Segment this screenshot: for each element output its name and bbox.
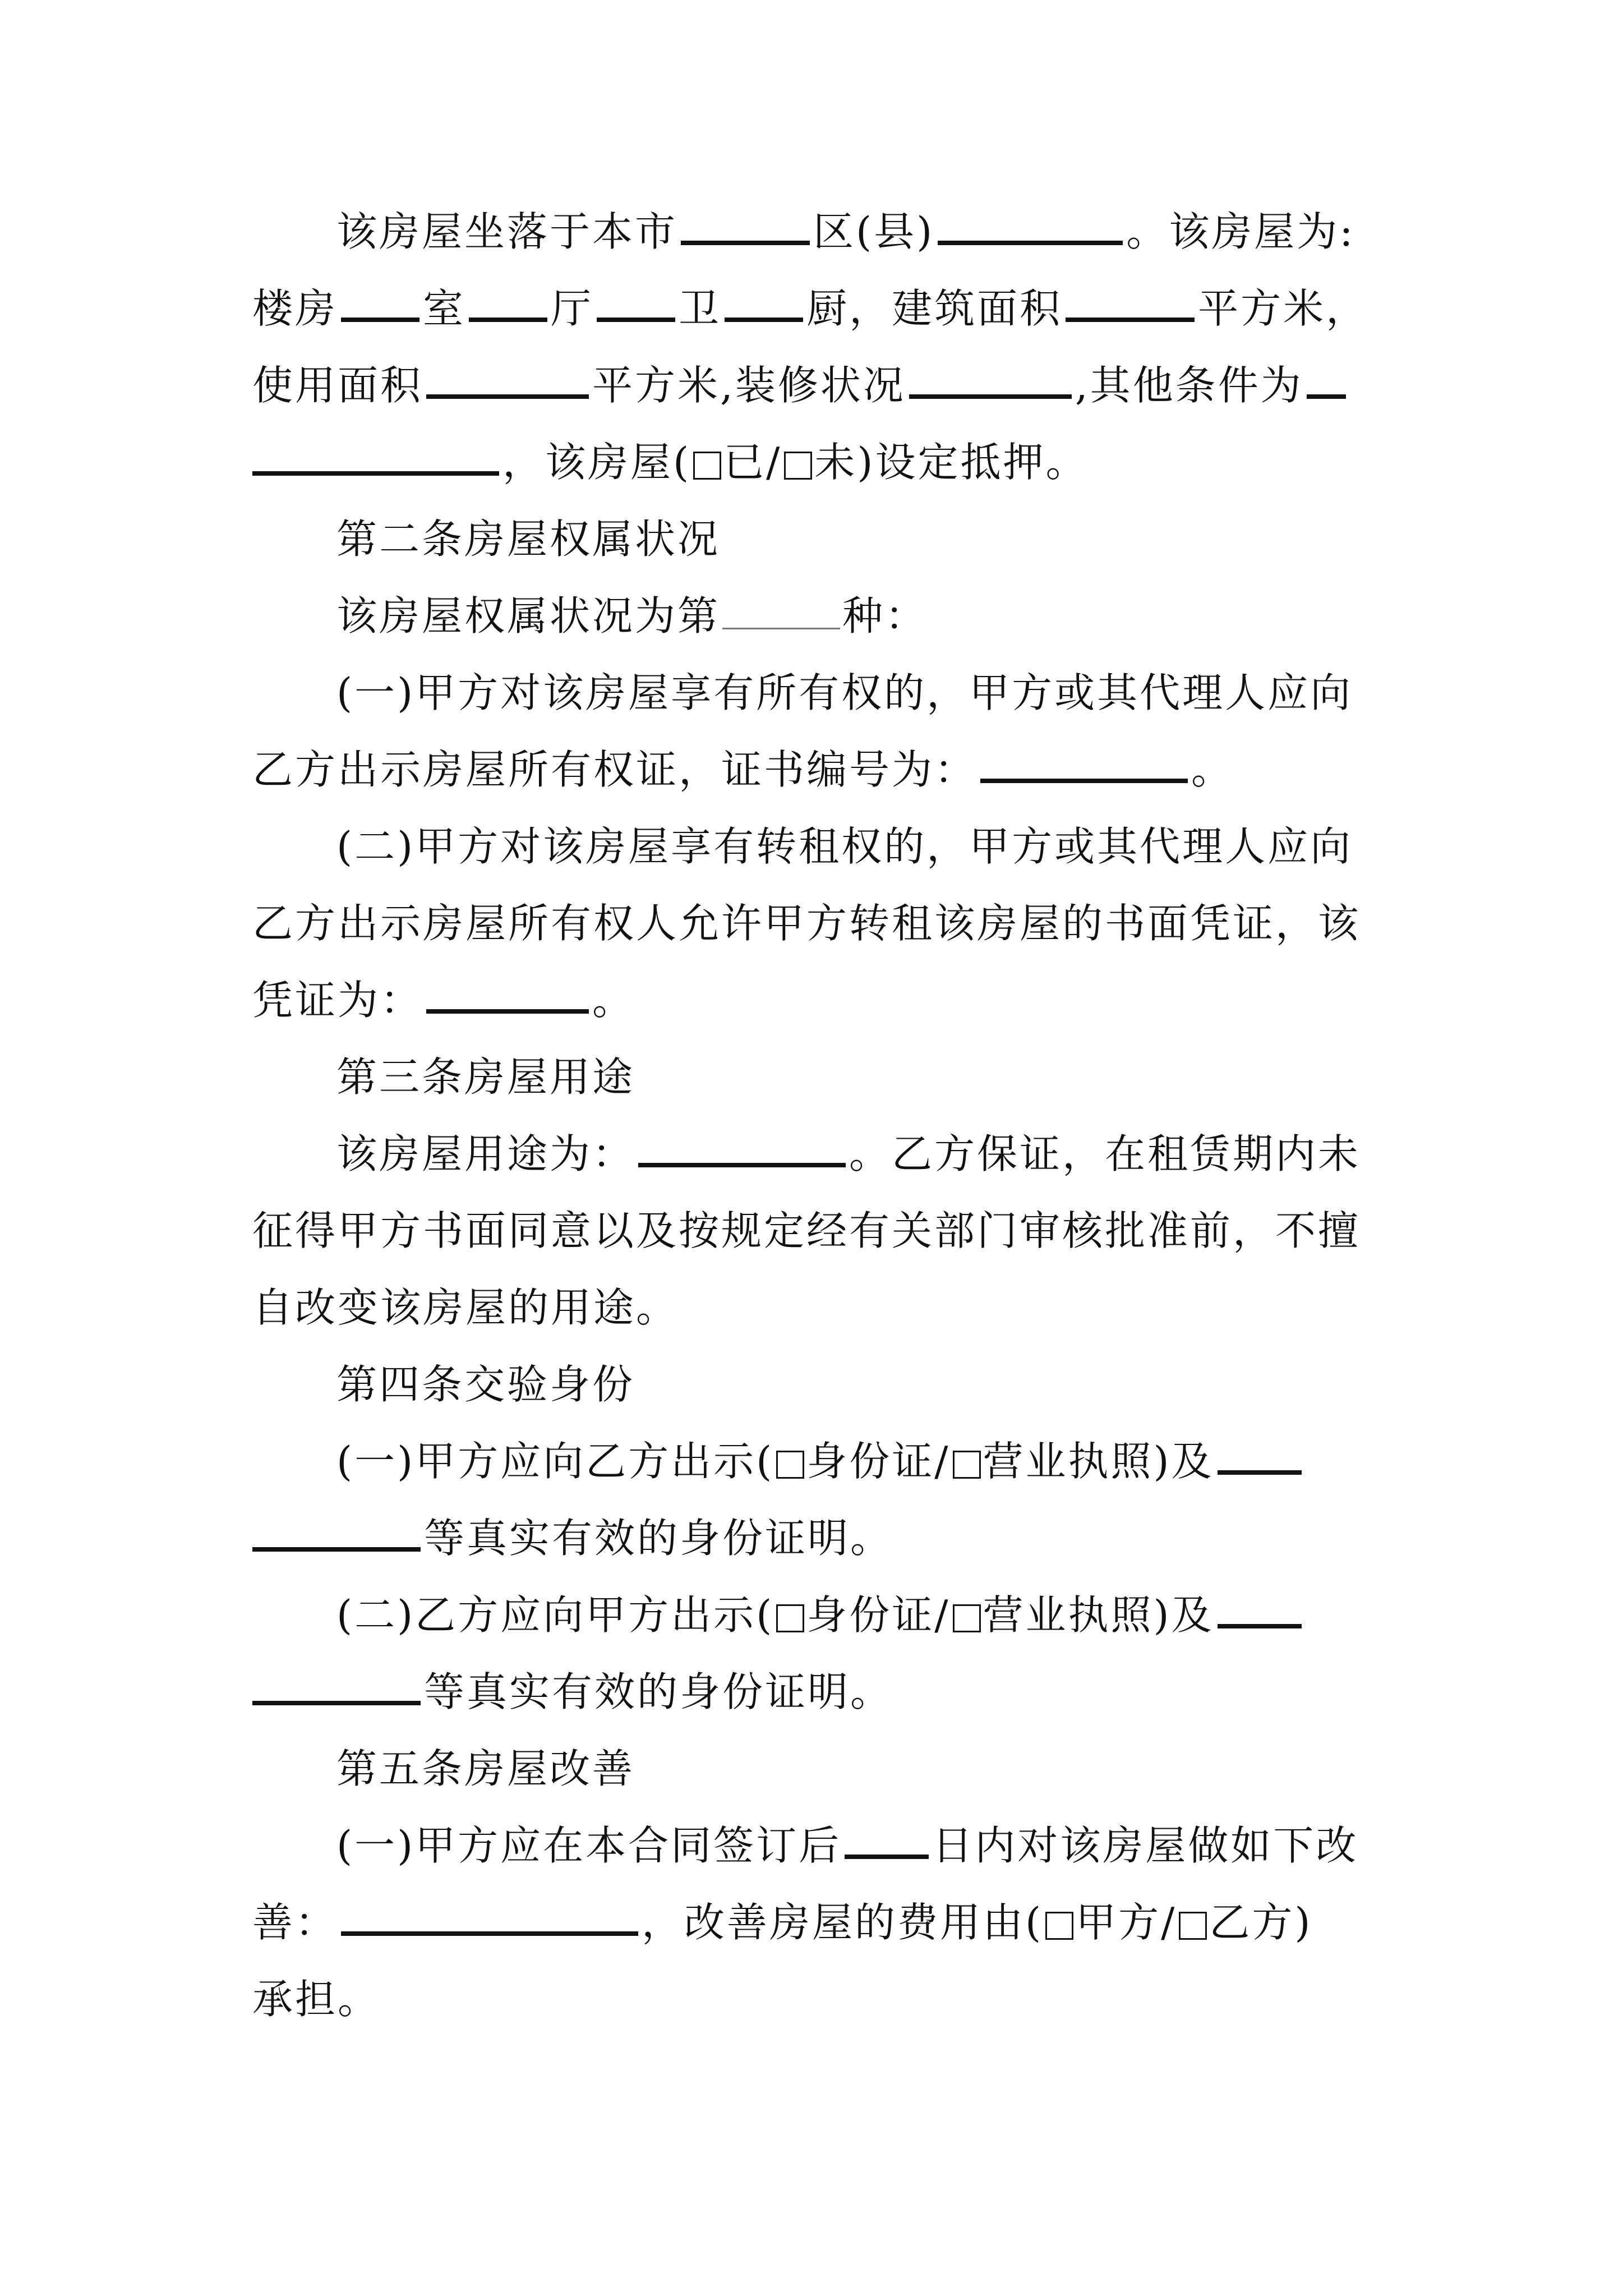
paragraph-usable-area: 使用面积 平方米,装修状况 ,其他条件为	[252, 347, 1385, 424]
decoration-blank[interactable]	[909, 394, 1072, 399]
heading-article-2: 第二条房屋权属状况	[336, 516, 721, 563]
paragraph-improvement-1: (一)甲方应在本合同签订后 日内对该房屋做如下改	[336, 1822, 1359, 1869]
paragraph-identity-1b: 等真实有效的身份证明。	[252, 1500, 1385, 1577]
paragraph-usage-3: 自改变该房屋的用途。	[252, 1284, 679, 1331]
improvement-content-blank[interactable]	[341, 1931, 638, 1936]
improvement-days-blank[interactable]	[845, 1855, 929, 1859]
paragraph-rooms: 楼房 室 厅 卫 厨，建筑面积 平方米，	[252, 285, 1369, 332]
paragraph-ownership-2: (二)甲方对该房屋享有转租权的，甲方或其代理人应向	[336, 823, 1353, 870]
other-conditions-blank[interactable]	[252, 471, 499, 476]
halls-blank[interactable]	[469, 318, 547, 322]
paragraph-voucher: 凭证为： 。	[252, 977, 635, 1024]
contract-text	[252, 194, 1385, 2038]
mortgaged-no-checkbox[interactable]	[784, 452, 812, 480]
building-area-blank[interactable]	[1066, 318, 1195, 322]
mortgaged-yes-checkbox[interactable]	[693, 452, 721, 480]
paragraph-ownership-type: 该房屋权属状况为第 种：	[336, 592, 928, 639]
paragraph-identity-1: (一)甲方应向乙方出示( 身份证/ 营业执照)及	[252, 1423, 1385, 1500]
rooms-blank[interactable]	[341, 318, 419, 322]
paragraph-identity-2: (二)乙方应向甲方出示( 身份证/ 营业执照)及	[252, 1577, 1385, 1654]
paragraph-usage: 该房屋用途为： 。乙方保证，在租赁期内未	[336, 1130, 1361, 1177]
heading-article-3: 第三条房屋用途	[336, 1053, 635, 1101]
voucher-blank[interactable]	[426, 1009, 589, 1014]
heading-article-5: 第五条房屋改善	[336, 1745, 635, 1792]
district-blank[interactable]	[681, 241, 810, 245]
paragraph-improvement-2: 善： ，改善房屋的费用由( 甲方/ 乙方)	[252, 1899, 1313, 1946]
paragraph-identity-2b: 等真实有效的身份证明。	[252, 1654, 1385, 1731]
cost-party-a-checkbox[interactable]	[1045, 1912, 1073, 1940]
usage-blank[interactable]	[638, 1163, 846, 1167]
address-blank[interactable]	[938, 241, 1123, 245]
party-a-other-id-blank[interactable]	[252, 1547, 421, 1552]
paragraph-improvement-3: 承担。	[252, 1976, 381, 2023]
paragraph-sublease-proof: 乙方出示房屋所有权人允许甲方转租该房屋的书面凭证，该	[252, 900, 1361, 947]
party-b-license-checkbox[interactable]	[953, 1604, 981, 1632]
other-conditions-blank-start[interactable]	[1307, 394, 1346, 399]
certificate-number-blank[interactable]	[980, 779, 1188, 783]
usable-area-blank[interactable]	[426, 394, 589, 399]
party-a-other-id-blank-start[interactable]	[1218, 1470, 1302, 1475]
paragraph-ownership-1: (一)甲方对该房屋享有所有权的，甲方或其代理人应向	[336, 669, 1353, 716]
paragraph-mortgage: ，该房屋( 已/ 未)设定抵押。	[252, 424, 1385, 501]
paragraph-location: 该房屋坐落于本市 区(县) 。该房屋为:	[336, 208, 1355, 255]
party-b-other-id-blank[interactable]	[252, 1701, 421, 1705]
paragraph-usage-2: 征得甲方书面同意以及按规定经有关部门审核批准前，不擅	[252, 1207, 1361, 1254]
paragraph-certificate: 乙方出示房屋所有权证，证书编号为： 。	[252, 746, 1234, 793]
party-a-id-card-checkbox[interactable]	[776, 1451, 804, 1479]
heading-article-4: 第四条交验身份	[336, 1361, 635, 1408]
party-b-other-id-blank-start[interactable]	[1218, 1624, 1302, 1628]
cost-party-b-checkbox[interactable]	[1179, 1912, 1207, 1940]
ownership-type-blank[interactable]	[722, 628, 840, 629]
bathrooms-blank[interactable]	[597, 318, 675, 322]
party-b-id-card-checkbox[interactable]	[776, 1604, 804, 1632]
kitchens-blank[interactable]	[725, 318, 803, 322]
party-a-license-checkbox[interactable]	[953, 1451, 981, 1479]
